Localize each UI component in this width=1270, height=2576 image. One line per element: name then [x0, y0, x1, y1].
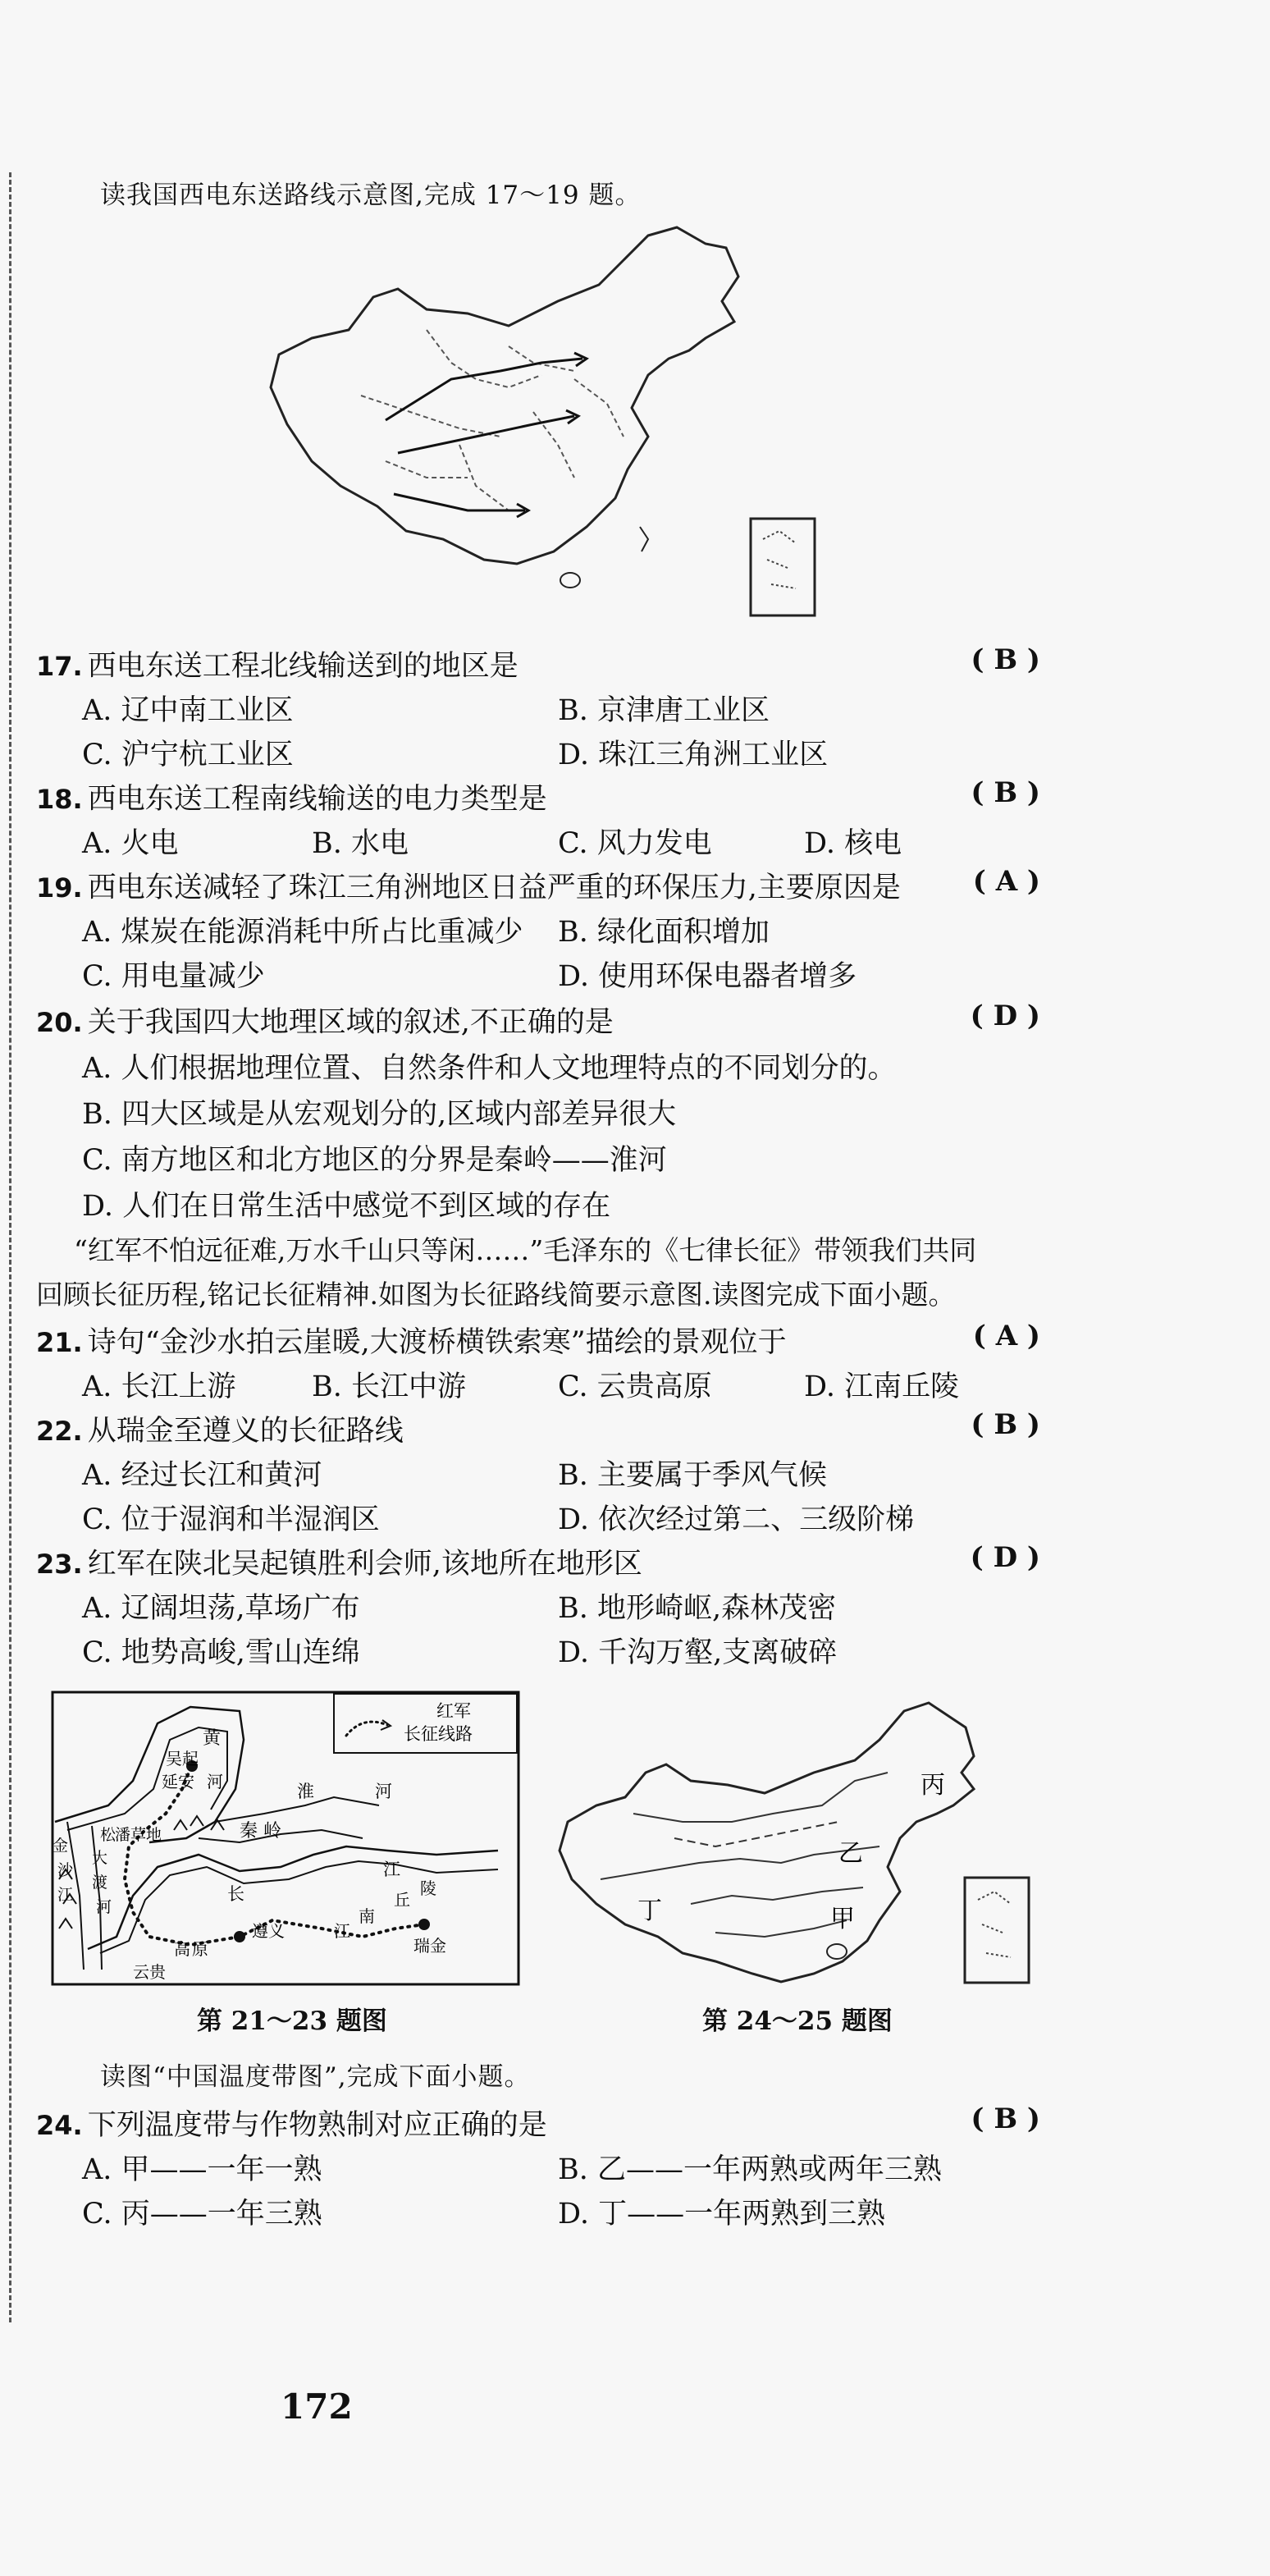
label-dadu-1: 大: [92, 1849, 108, 1867]
map-long-march: [51, 1691, 520, 1986]
option-19c: C. 用电量减少: [82, 960, 265, 993]
legend-label-2: 长征线路: [404, 1724, 473, 1744]
label-yanan: 延安: [162, 1772, 194, 1791]
question-23: 23. 红军在陕北吴起镇胜利会师,该地所在地形区: [36, 1548, 642, 1581]
option-17a: A. 辽中南工业区: [82, 694, 294, 727]
option-24c: C. 丙——一年三熟: [82, 2198, 322, 2231]
option-17b: B. 京津唐工业区: [558, 694, 770, 727]
page-number: 172: [281, 2386, 353, 2427]
option-24a: A. 甲——一年一熟: [82, 2153, 322, 2186]
option-18a: A. 火电: [82, 827, 179, 860]
map-west-east-power: [263, 215, 829, 625]
label-jiang2: 江: [383, 1860, 400, 1879]
label-huai: 淮: [297, 1782, 314, 1801]
label-ling: 陵: [420, 1878, 436, 1898]
intro-17-19: 读我国西电东送路线示意图,完成 17～19 题。: [100, 181, 642, 210]
answer-20: ( D ): [970, 1000, 1040, 1032]
option-21a: A. 长江上游: [82, 1370, 236, 1403]
route-middle: [398, 416, 574, 453]
option-23b: B. 地形崎岖,森林茂密: [558, 1592, 837, 1625]
label-yuan: 原: [192, 1939, 208, 1959]
label-jin: 金: [53, 1837, 69, 1855]
legend-label-1: 红军: [436, 1701, 471, 1721]
label-ding: 丁: [637, 1897, 662, 1925]
option-17c: C. 沪宁杭工业区: [82, 739, 294, 771]
question-21: 21. 诗句“金沙水拍云崖暖,大渡桥横铁索寒”描绘的景观位于: [36, 1326, 787, 1359]
answer-21: ( A ): [972, 1320, 1040, 1352]
south-sea-inset: [751, 519, 815, 615]
label-yi: 乙: [838, 1839, 863, 1868]
option-19a: A. 煤炭在能源消耗中所占比重减少: [82, 916, 523, 949]
label-bing: 丙: [921, 1771, 945, 1800]
label-chang: 长: [227, 1884, 244, 1904]
option-20b: B. 四大区域是从宏观划分的,区域内部差异很大: [82, 1098, 677, 1131]
label-jiangnan-1: 江: [334, 1921, 350, 1941]
label-sha: 沙: [57, 1861, 74, 1879]
label-he2: 河: [375, 1782, 392, 1801]
question-20: 20. 关于我国四大地理区域的叙述,不正确的是: [36, 1006, 614, 1039]
option-24b: B. 乙——一年两熟或两年三熟: [558, 2153, 942, 2186]
label-yungui: 云贵: [133, 1962, 166, 1982]
option-18c: C. 风力发电: [558, 827, 712, 860]
option-23a: A. 辽阔坦荡,草场广布: [82, 1592, 360, 1625]
answer-23: ( D ): [970, 1541, 1040, 1574]
label-jia: 甲: [830, 1905, 855, 1933]
option-24d: D. 丁——一年两熟到三熟: [558, 2198, 886, 2231]
caption-21-23: 第 21～23 题图: [197, 2006, 387, 2036]
option-22c: C. 位于湿润和半湿润区: [82, 1503, 380, 1536]
option-23c: C. 地势高峻,雪山连绵: [82, 1636, 360, 1669]
option-18d: D. 核电: [804, 827, 902, 860]
passage-line-2: 回顾长征历程,铭记长征精神.如图为长征路线简要示意图.读图完成下面小题。: [36, 1279, 956, 1311]
option-21b: B. 长江中游: [312, 1370, 466, 1403]
label-zunyi: 遵义: [252, 1921, 285, 1941]
label-jiangnan-2: 南: [359, 1906, 375, 1926]
question-22: 22. 从瑞金至遵义的长征路线: [36, 1415, 404, 1448]
route-south: [394, 494, 525, 510]
label-caodi: 潘草地: [115, 1826, 162, 1844]
option-22b: B. 主要属于季风气候: [558, 1459, 827, 1492]
option-20d: D. 人们在日常生活中感觉不到区域的存在: [82, 1190, 611, 1223]
answer-24: ( B ): [971, 2102, 1040, 2135]
label-songpan: 松: [100, 1826, 116, 1844]
question-24: 24. 下列温度带与作物熟制对应正确的是: [36, 2109, 547, 2142]
answer-22: ( B ): [971, 1408, 1040, 1441]
route-north: [386, 359, 582, 420]
label-wuqi: 吴起: [166, 1749, 199, 1768]
option-21c: C. 云贵高原: [558, 1370, 712, 1403]
option-19d: D. 使用环保电器者增多: [558, 960, 857, 993]
china-outline-2: [560, 1703, 974, 1982]
intro-24-25: 读图“中国温度带图”,完成下面小题。: [100, 2062, 531, 2092]
caption-24-25: 第 24～25 题图: [702, 2006, 893, 2036]
option-19b: B. 绿化面积增加: [558, 916, 770, 949]
china-outline: [271, 227, 738, 564]
label-dadu-3: 河: [96, 1898, 112, 1916]
label-qiu: 丘: [394, 1890, 410, 1910]
label-qinling: 秦 岭: [240, 1821, 281, 1842]
option-21d: D. 江南丘陵: [804, 1370, 960, 1403]
label-he: 河: [207, 1772, 223, 1791]
option-18b: B. 水电: [312, 827, 409, 860]
label-gao: 高: [174, 1939, 190, 1959]
answer-17: ( B ): [971, 643, 1040, 676]
option-22a: A. 经过长江和黄河: [82, 1459, 322, 1492]
answer-18: ( B ): [971, 776, 1040, 809]
option-17d: D. 珠江三角洲工业区: [558, 739, 829, 771]
label-ruijin: 瑞金: [413, 1936, 446, 1956]
passage-line-1: “红军不怕远征难,万水千山只等闲……”毛泽东的《七律长征》带领我们共同: [74, 1234, 977, 1266]
option-20a: A. 人们根据地理位置、自然条件和人文地理特点的不同划分的。: [82, 1052, 897, 1085]
label-huang: 黄: [203, 1728, 222, 1749]
map-temperature-zones: [551, 1691, 1035, 1986]
question-18: 18. 西电东送工程南线输送的电力类型是: [36, 783, 547, 816]
answer-19: ( A ): [972, 865, 1040, 898]
label-jiang: 江: [57, 1886, 74, 1904]
question-17: 17. 西电东送工程北线输送到的地区是: [36, 650, 519, 683]
option-23d: D. 千沟万壑,支离破碎: [558, 1636, 838, 1669]
option-22d: D. 依次经过第二、三级阶梯: [558, 1503, 915, 1536]
question-19: 19. 西电东送减轻了珠江三角洲地区日益严重的环保压力,主要原因是: [36, 872, 901, 904]
label-dadu-2: 渡: [92, 1874, 108, 1892]
binding-dashed-line: [9, 172, 11, 2322]
option-20c: C. 南方地区和北方地区的分界是秦岭——淮河: [82, 1144, 667, 1177]
